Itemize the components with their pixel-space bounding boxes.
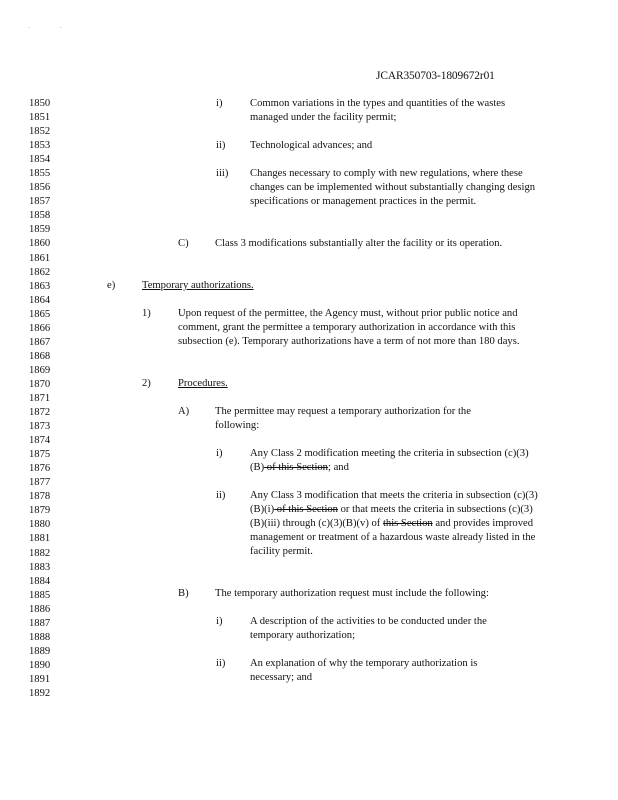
line-number: 1852 [29,126,51,138]
item-text: An explanation of why the temporary authorization is necessary; and [250,658,478,684]
line-number: 1878 [29,491,51,503]
line-number: 1855 [29,168,51,180]
line-number: 1865 [29,308,51,320]
line-number: 1857 [29,196,51,208]
line-number: 1873 [29,421,51,433]
line-number: 1871 [29,392,51,404]
line-number: 1885 [29,589,51,601]
item-label: B) [178,588,189,599]
line-number: 1862 [29,266,51,278]
item-label: ii) [216,140,226,151]
line-number: 1851 [29,112,51,124]
line-number: 1869 [29,364,51,376]
item-label: iii) [216,168,229,179]
text-run: or that meets the criteria in subsections (c)(3)(B)(iii) through (c)(3)(B)(v) of [250,504,533,530]
scan-specks [28,22,92,30]
section-label: e) [107,280,116,291]
line-number: 1879 [29,505,51,517]
item-text: Technological advances; and [250,140,373,151]
item-label: ii) [216,490,226,501]
line-number: 1874 [29,435,51,447]
line-number: 1884 [29,575,51,587]
line-number: 1867 [29,336,51,348]
line-number: 1860 [29,238,51,250]
line-number: 1870 [29,378,51,390]
line-number: 1864 [29,294,51,306]
item-label: 2) [142,378,151,389]
struck-text: this Section [382,518,433,530]
line-number: 1853 [29,140,51,152]
document-id: JCAR350703-1809672r01 [376,70,495,82]
item-label: ii) [216,658,226,669]
text-run: Any Class 3 modification that meets the criteria in subsection (c)(3)(B)(i) [250,490,538,516]
line-number: 1888 [29,631,51,643]
item-text: Upon request of the permittee, the Agency must, without prior public notice and comment, grant the permittee a temporary authorization in accordance with this subsection (e). Temporary authorizations have a term of not more than 180 days. [178,308,520,348]
line-number: 1889 [29,645,51,657]
line-number: 1876 [29,463,51,475]
line-number: 1891 [29,673,51,685]
line-number: 1892 [29,687,51,699]
item-text: Common variations in the types and quantities of the wastes managed under the facility permit; [250,98,506,124]
line-number: 1883 [29,561,51,573]
item-text [250,489,542,559]
line-number: 1877 [29,477,51,489]
item-label: C) [178,238,189,249]
item-text: The permittee may request a temporary authorization for the following: [215,406,471,432]
text-run: ; and [327,462,349,474]
line-number: 1890 [29,659,51,671]
line-number: 1887 [29,617,51,629]
item-label: 1) [142,308,151,319]
text-run: Any Class 2 modification meeting the criteria in subsection (c)(3)(B) [250,448,529,474]
line-number: 1854 [29,154,51,166]
struck-text: of this Section [264,462,328,474]
text-run: and provides improved management or treatment of a hazardous waste already listed in the facility permit. [250,518,536,558]
line-number: 1861 [29,252,51,264]
line-number: 1858 [29,210,51,222]
item-text: The temporary authorization request must include the following: [215,588,489,599]
item-heading: Procedures. [178,378,228,389]
item-label: i) [216,448,223,459]
line-number: 1866 [29,322,51,334]
line-numbers [29,97,69,701]
line-number: 1863 [29,280,51,292]
line-number: 1875 [29,449,51,461]
section-heading: Temporary authorizations. [142,280,254,291]
item-text: A description of the activities to be conducted under the temporary authorization; [250,616,487,642]
line-number: 1868 [29,350,51,362]
item-label: i) [216,616,223,627]
line-number: 1880 [29,519,51,531]
struck-text: of this Section [274,504,338,516]
item-label: i) [216,98,223,109]
line-number: 1872 [29,407,51,419]
item-text: Class 3 modifications substantially alter the facility or its operation. [215,238,503,249]
line-number: 1859 [29,224,51,236]
line-number: 1886 [29,603,51,615]
speck: . [59,22,92,30]
item-text: Changes necessary to comply with new regulations, where these changes can be implemented without substantially changing design specifications or management practices in the permit. [250,168,536,208]
line-number: 1881 [29,533,51,545]
line-number: 1882 [29,547,51,559]
line-number: 1856 [29,182,51,194]
line-number: 1850 [29,98,51,109]
item-label: A) [178,406,190,417]
speck: . [28,22,60,30]
item-text [250,447,542,475]
